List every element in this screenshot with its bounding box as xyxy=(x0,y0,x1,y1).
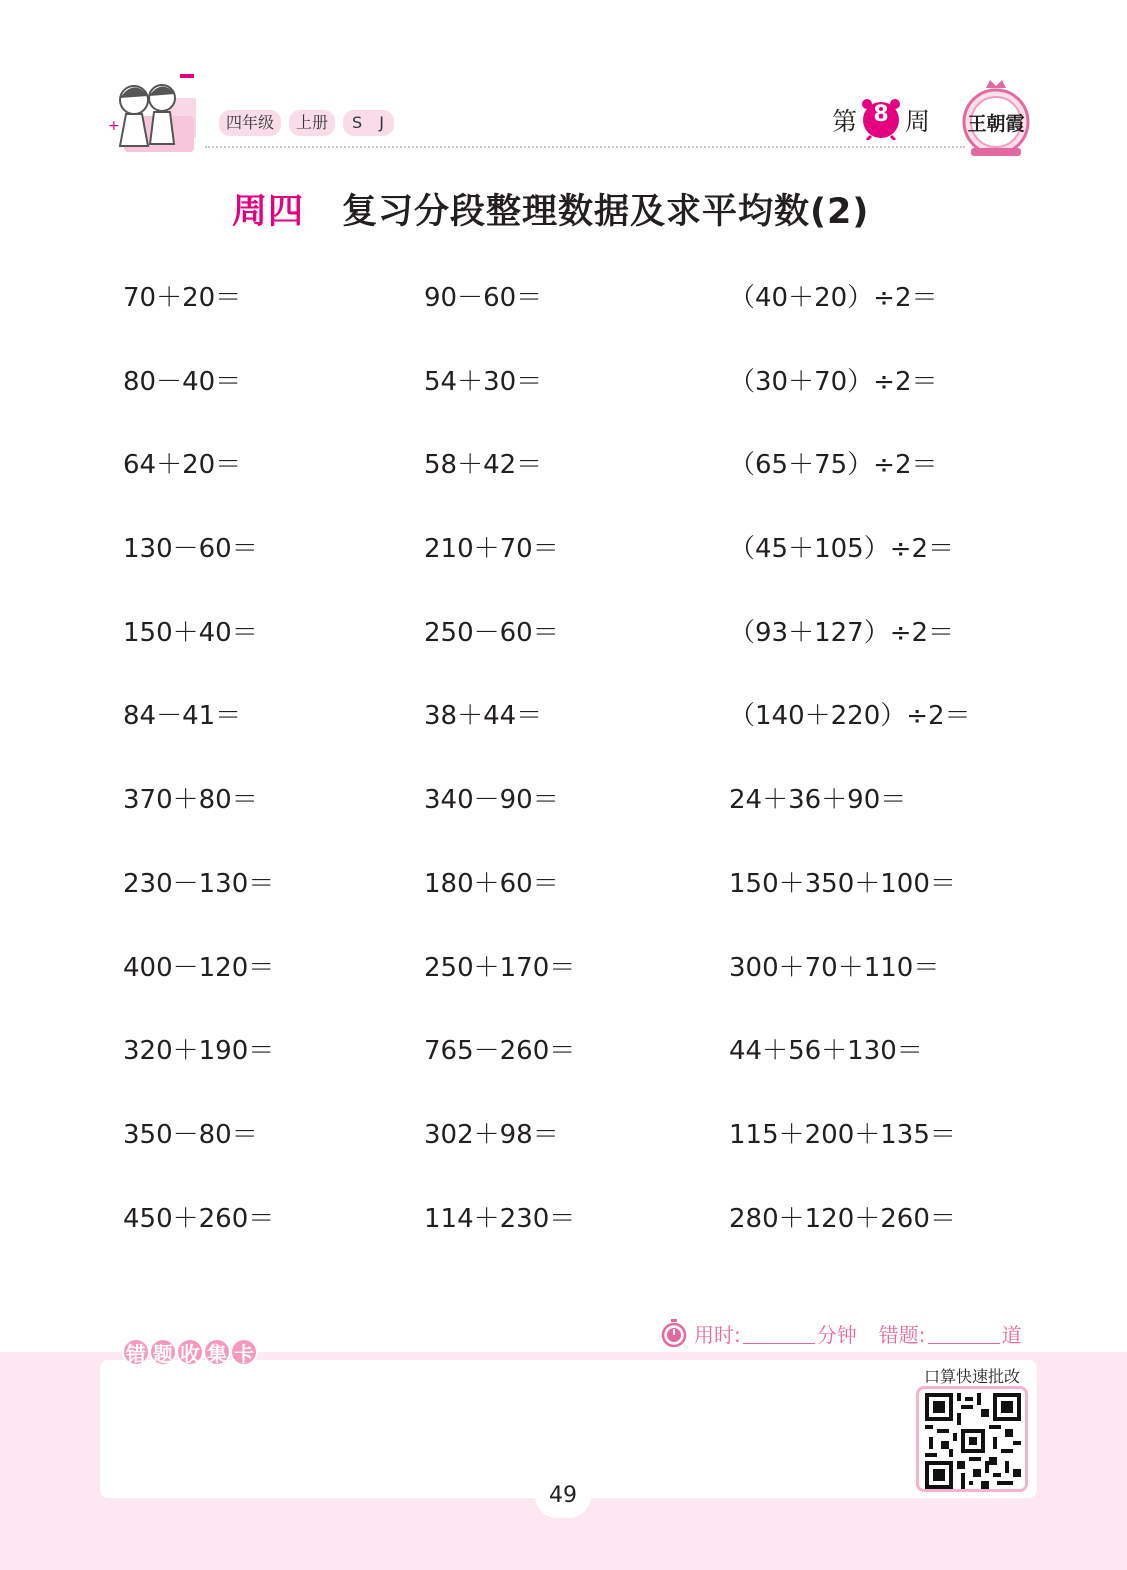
page-number: 49 xyxy=(535,1474,591,1518)
title-topic: 复习分段整理数据及求平均数(2) xyxy=(342,192,870,232)
qr-label: 口算快速批改 xyxy=(923,1367,1020,1386)
qr-code-icon xyxy=(925,1393,1021,1489)
volume-tag: 上册 xyxy=(289,110,335,136)
brand-seal-icon xyxy=(957,78,1035,160)
grade-tag: 四年级 xyxy=(219,110,281,136)
problem-row xyxy=(0,613,1127,653)
error-card-char: 收 xyxy=(176,1338,204,1366)
problem: （93＋127）÷2＝ xyxy=(729,618,955,648)
problem: 115＋200＋135＝ xyxy=(729,1120,956,1150)
problem: 340－90＝ xyxy=(424,785,559,815)
week-prefix: 第 xyxy=(832,107,858,136)
edition-tag: S J xyxy=(343,110,394,136)
time-label: 用时: xyxy=(694,1322,741,1347)
problem-row xyxy=(0,780,1127,820)
problem: 150＋40＝ xyxy=(123,618,258,648)
errors-label: 错题: xyxy=(878,1322,926,1347)
title-day: 周四 xyxy=(232,192,305,232)
problem: 114＋230＝ xyxy=(424,1204,576,1234)
svg-text:+: + xyxy=(108,118,120,134)
week-suffix: 周 xyxy=(905,107,931,136)
problem: 210＋70＝ xyxy=(424,534,559,564)
qr-code-panel xyxy=(912,1364,1032,1494)
problem: 300＋70＋110＝ xyxy=(729,953,940,983)
problem: 58＋42＝ xyxy=(424,450,543,480)
problem: 80－40＝ xyxy=(123,367,242,397)
problem: 280＋120＋260＝ xyxy=(729,1204,956,1234)
problem: 320＋190＝ xyxy=(123,1036,275,1066)
problem: 250＋170＝ xyxy=(424,953,576,983)
problem-row xyxy=(0,529,1127,569)
time-error-record xyxy=(660,1316,1022,1350)
problem: （65＋75）÷2＝ xyxy=(729,450,938,480)
error-card-char: 集 xyxy=(203,1338,231,1366)
problem: 38＋44＝ xyxy=(424,701,543,731)
time-unit: 分钟 xyxy=(816,1322,857,1347)
error-card-char: 卡 xyxy=(230,1338,258,1366)
problem: 370＋80＝ xyxy=(123,785,258,815)
page-title xyxy=(232,184,869,234)
errors-unit: 道 xyxy=(1001,1322,1022,1347)
problem: 180＋60＝ xyxy=(424,869,559,899)
problem: 765－260＝ xyxy=(424,1036,576,1066)
problem-row xyxy=(0,864,1127,904)
error-card-char: 题 xyxy=(149,1338,177,1366)
problem: 44＋56＋130＝ xyxy=(729,1036,923,1066)
week-number: 8 xyxy=(873,102,889,127)
problem-row xyxy=(0,278,1127,318)
problem-row xyxy=(0,1115,1127,1155)
time-blank[interactable] xyxy=(743,1322,815,1344)
error-card-tab xyxy=(122,1338,257,1372)
problem: （30＋70）÷2＝ xyxy=(729,367,938,397)
problem: 90－60＝ xyxy=(424,283,543,313)
problem-row xyxy=(0,1199,1127,1239)
qr-code-frame[interactable] xyxy=(916,1386,1028,1492)
problem: 150＋350＋100＝ xyxy=(729,869,956,899)
problem: 24＋36＋90＝ xyxy=(729,785,907,815)
problem-row xyxy=(0,362,1127,402)
page-header xyxy=(0,0,1127,160)
problem-row xyxy=(0,948,1127,988)
problem: 64＋20＝ xyxy=(123,450,242,480)
book-tags xyxy=(219,110,394,136)
problem: 302＋98＝ xyxy=(424,1120,559,1150)
errors-blank[interactable] xyxy=(928,1322,1000,1344)
week-indicator xyxy=(832,100,930,140)
svg-text:王朝霞: 王朝霞 xyxy=(967,113,1025,135)
problem: 250－60＝ xyxy=(424,618,559,648)
stopwatch-icon xyxy=(660,1319,688,1347)
problem: 230－130＝ xyxy=(123,869,275,899)
kids-illustration-icon xyxy=(104,70,208,156)
alarm-clock-icon xyxy=(861,100,901,140)
problem: 450＋260＝ xyxy=(123,1204,275,1234)
problem: 84－41＝ xyxy=(123,701,242,731)
problem: （140＋220）÷2＝ xyxy=(729,701,971,731)
header-divider xyxy=(205,146,965,148)
problem: （40＋20）÷2＝ xyxy=(729,283,938,313)
problem: 54＋30＝ xyxy=(424,367,543,397)
problem-row xyxy=(0,445,1127,485)
problem-row xyxy=(0,1031,1127,1071)
problem-row xyxy=(0,696,1127,736)
error-card-char: 错 xyxy=(122,1338,150,1366)
problem: 350－80＝ xyxy=(123,1120,258,1150)
problem: 70＋20＝ xyxy=(123,283,242,313)
problem: 400－120＝ xyxy=(123,953,275,983)
problem: 130－60＝ xyxy=(123,534,258,564)
problem: （45＋105）÷2＝ xyxy=(729,534,955,564)
